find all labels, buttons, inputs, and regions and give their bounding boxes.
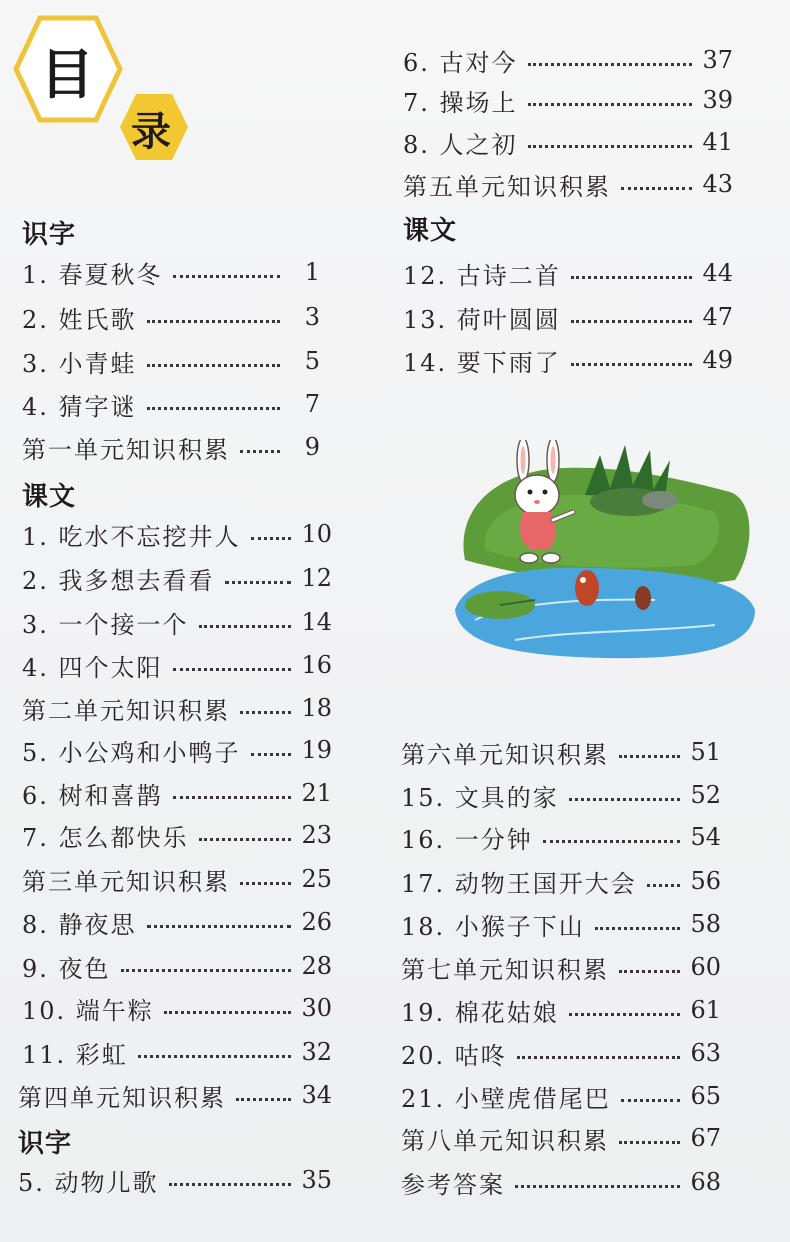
toc-entry-unit-review[interactable] [22,688,332,728]
toc-entry[interactable] [22,252,320,292]
toc-entry-page: 1 [304,258,320,286]
toc-entry[interactable] [401,775,721,815]
toc-entry[interactable] [403,40,733,80]
dot-leader [528,63,693,66]
toc-entry-title: 16. 一分钟 [401,825,533,854]
dot-leader [240,882,291,885]
toc-entry-title: 7. 操场上 [403,88,518,117]
bush-icon [585,445,678,516]
toc-entry-title: 第四单元知识积累 [18,1083,226,1112]
toc-entry-title: 第三单元知识积累 [22,867,230,896]
toc-entry-title: 1. 吃水不忘挖井人 [22,522,241,551]
toc-entry-page: 63 [690,1039,721,1067]
toc-entry-page: 49 [702,346,733,374]
toc-entry[interactable] [22,341,320,381]
toc-entry-page: 43 [702,170,733,198]
toc-entry[interactable] [401,1076,721,1116]
toc-entry-unit-review[interactable] [403,164,733,204]
toc-entry-page: 47 [702,303,733,331]
dot-leader [240,711,291,714]
dot-leader [240,450,280,453]
dot-leader [199,625,292,628]
toc-entry-title: 第八单元知识积累 [401,1126,609,1155]
toc-entry-title: 6. 古对今 [403,48,518,77]
toc-entry-page: 35 [301,1166,332,1194]
toc-entry-page: 37 [702,46,733,74]
toc-entry-page: 9 [304,433,320,461]
dot-leader [569,798,681,801]
section-heading-shizi: 识字 [22,220,77,250]
toc-entry-title: 6. 树和喜鹊 [22,781,163,810]
dot-leader [251,753,292,756]
toc-entry[interactable] [22,297,320,337]
toc-entry-page: 67 [690,1124,721,1152]
dot-leader [621,1099,681,1102]
toc-entry-title: 18. 小猴子下山 [401,912,585,941]
toc-entry[interactable] [22,815,332,855]
dot-leader [571,276,693,279]
dot-leader [147,320,280,323]
toc-entry-page: 51 [690,738,721,766]
toc-entry-title: 13. 荷叶圆圆 [403,305,561,334]
toc-entry-title: 第五单元知识积累 [403,172,611,201]
toc-entry-page: 44 [702,259,733,287]
toc-entry[interactable] [403,253,733,293]
toc-entry[interactable] [403,80,733,120]
dot-leader [164,1011,292,1014]
toc-entry-page: 58 [690,910,721,938]
toc-entry[interactable] [22,1032,332,1072]
toc-entry-page: 16 [301,651,332,679]
dot-leader [595,927,681,930]
toc-entry-page: 12 [301,564,332,592]
dot-leader [173,668,292,671]
toc-entry-page: 65 [690,1082,721,1110]
toc-entry-title: 2. 姓氏歌 [22,305,137,334]
toc-entry[interactable] [22,730,332,770]
toc-entry-page: 61 [690,996,721,1024]
toc-entry-title: 4. 猜字谜 [22,392,137,421]
dot-leader [147,407,280,410]
toc-entry-title: 3. 一个接一个 [22,610,189,639]
toc-entry-page: 25 [301,865,332,893]
toc-entry[interactable] [401,1033,721,1073]
toc-entry-title: 20. 咕咚 [401,1041,507,1070]
dot-leader [647,884,681,887]
toc-entry[interactable] [401,861,721,901]
toc-entry-title: 参考答案 [401,1170,505,1199]
dot-leader [619,970,680,973]
toc-entry-page: 30 [301,994,332,1022]
rabbit-pond-illustration [455,440,755,660]
dot-leader [121,969,292,972]
dot-leader [199,838,292,841]
toc-entry-page: 3 [304,303,320,331]
toc-entry[interactable] [22,602,332,642]
toc-entry-unit-review[interactable] [401,947,721,987]
toc-entry[interactable] [22,988,332,1028]
toc-entry[interactable] [22,773,332,813]
toc-entry-answers[interactable] [401,1162,721,1202]
toc-entry-page: 19 [301,736,332,764]
toc-entry[interactable] [22,558,332,598]
toc-entry[interactable] [18,1160,332,1200]
toc-entry-title: 1. 春夏秋冬 [22,260,163,289]
dot-leader [528,145,693,148]
toc-entry-title: 3. 小青蛙 [22,349,137,378]
dot-leader [173,275,280,278]
toc-entry-title: 第一单元知识积累 [22,435,230,464]
toc-entry-page: 41 [702,128,733,156]
toc-entry-page: 32 [301,1038,332,1066]
toc-entry-title: 12. 古诗二首 [403,261,561,290]
toc-entry[interactable] [403,340,733,380]
dot-leader [571,320,693,323]
dot-leader [569,1013,681,1016]
toc-entry-unit-review[interactable] [22,427,320,467]
toc-entry-title: 19. 棉花姑娘 [401,998,559,1027]
toc-entry-title: 8. 静夜思 [22,910,137,939]
toc-entry-page: 52 [690,781,721,809]
dot-leader [528,103,693,106]
toc-entry[interactable] [401,817,721,857]
dot-leader [251,537,292,540]
toc-entry-title: 第七单元知识积累 [401,955,609,984]
toc-entry-page: 60 [690,953,721,981]
dot-leader [147,925,292,928]
toc-entry[interactable] [401,990,721,1030]
toc-entry-page: 18 [301,694,332,722]
toc-entry-unit-review[interactable] [22,859,332,899]
dot-leader [225,581,292,584]
toc-entry-page: 34 [301,1081,332,1109]
toc-entry-page: 5 [304,347,320,375]
dot-leader [543,840,681,843]
toc-entry[interactable] [22,902,332,942]
toc-entry-page: 39 [702,86,733,114]
toc-entry-page: 10 [301,520,332,548]
toc-entry-title: 7. 怎么都快乐 [22,823,189,852]
toc-entry-page: 54 [690,823,721,851]
toc-entry-title: 2. 我多想去看看 [22,566,215,595]
dot-leader [571,363,693,366]
section-heading-kewen-right: 课文 [403,216,458,246]
toc-entry-unit-review[interactable] [18,1075,332,1115]
toc-entry[interactable] [403,297,733,337]
toc-entry-page: 21 [301,779,332,807]
title-char-1: 目 [40,42,94,106]
toc-entry[interactable] [22,946,332,986]
toc-entry-title: 14. 要下雨了 [403,348,561,377]
toc-entry-unit-review[interactable] [401,732,721,772]
toc-entry[interactable] [22,384,320,424]
dot-leader [236,1098,291,1101]
toc-entry-page: 56 [690,867,721,895]
title-char-2: 录 [131,108,171,155]
toc-entry[interactable] [22,645,332,685]
dot-leader [173,796,292,799]
dot-leader [621,187,692,190]
section-heading-shizi-2: 识字 [18,1129,73,1159]
toc-entry-page: 26 [301,908,332,936]
dot-leader [169,1183,292,1186]
toc-entry-page: 14 [301,608,332,636]
toc-entry-title: 15. 文具的家 [401,783,559,812]
toc-entry-title: 5. 动物儿歌 [18,1168,159,1197]
toc-entry-title: 11. 彩虹 [22,1040,128,1069]
toc-entry-page: 7 [304,390,320,418]
toc-entry-title: 9. 夜色 [22,954,111,983]
toc-entry-title: 4. 四个太阳 [22,653,163,682]
dot-leader [619,755,680,758]
toc-entry-title: 21. 小壁虎借尾巴 [401,1084,611,1113]
toc-entry-title: 10. 端午粽 [22,996,154,1025]
toc-entry[interactable] [401,904,721,944]
section-heading-kewen: 课文 [22,482,77,512]
toc-entry-title: 第二单元知识积累 [22,696,230,725]
dot-leader [619,1141,680,1144]
dot-leader [147,364,280,367]
toc-entry-title: 17. 动物王国开大会 [401,869,637,898]
toc-entry-page: 28 [301,952,332,980]
toc-entry-unit-review[interactable] [401,1118,721,1158]
toc-entry-title: 5. 小公鸡和小鸭子 [22,738,241,767]
dot-leader [515,1185,680,1188]
toc-entry-page: 68 [690,1168,721,1196]
toc-entry[interactable] [22,514,332,554]
dot-leader [138,1055,292,1058]
toc-entry-title: 8. 人之初 [403,130,518,159]
toc-entry-title: 第六单元知识积累 [401,740,609,769]
toc-entry[interactable] [403,122,733,162]
toc-entry-page: 23 [301,821,332,849]
dot-leader [517,1056,681,1059]
